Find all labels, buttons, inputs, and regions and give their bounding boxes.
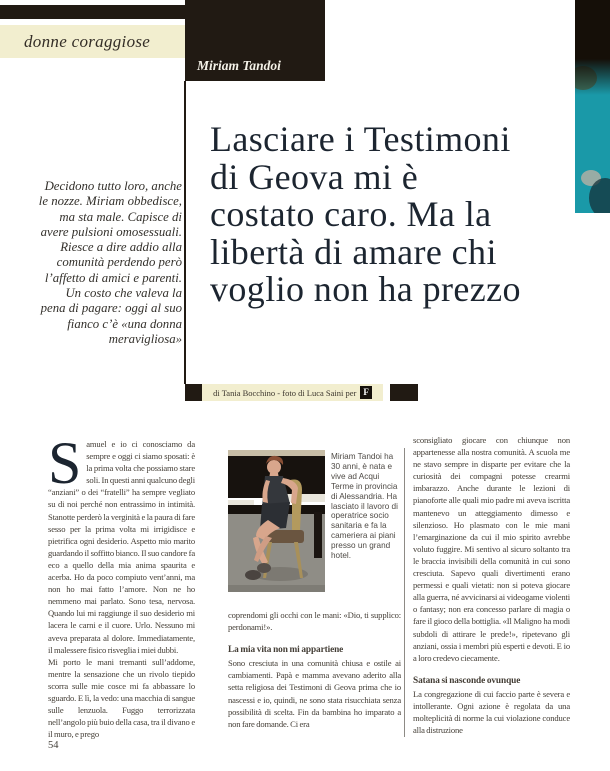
- portrait-photo: [228, 450, 325, 592]
- headline-line: di Geova mi è: [210, 156, 419, 197]
- headline-line: Lasciare i Testimoni: [210, 119, 511, 159]
- headline-line: voglio non ha prezzo: [210, 269, 521, 309]
- page-number: 54: [48, 740, 59, 751]
- col1-paragraph-2: Mi porto le mani tremanti sull’addome, mentre la sensazione che un rivolo tiepido scorra sulle mie cosce mi fa abbassare lo sguardo. E lì, la vedo: una macchia di sangue sulle lenzuola. Fuggo terrorizzata nell’angolo più buio della casa, tra il divano e il muro, e prego: [48, 656, 195, 740]
- vertical-rule: [184, 81, 186, 384]
- top-rule-bar: [0, 5, 185, 19]
- subhead-satana: Satana si nasconde ovunque: [413, 675, 521, 686]
- pull-quote: Decidono tutto loro, anche le nozze. Miriam obbedisce, ma sta male. Capisce di avere pulsioni omosessuali. Riesce a dire addio alla comunità perdendo però l’affetto di amici e parenti. Un costo che valeva la pena di pagare: oggi al suo fianco c’è «una donna meravigliosa»: [38, 179, 182, 346]
- col2-paragraph: Sono cresciuta in una comunità chiusa e ostile ai cambiamenti. Papà e mamma avevano aderito alla setta religiosa dei Testimoni di Geova prima che io nascessi e io, quindi, ne sono stata risucchiata senza possibilità di scelta. Fin da bambina ho imparato a non fare domande. Ci era: [228, 658, 401, 729]
- drop-cap: S: [48, 430, 82, 496]
- article-col-1: [48, 430, 195, 740]
- col1-paragraph-1: amuel e io ci conosciamo da sempre e oggi ci siamo sposati: è la prima volta che possiamo stare soli. In questi anni qualcuno degli “anziani” o dei “fratelli” ha sempre vegliato su di noi perché non entrassimo in intimità. Stanotte perderò la verginità e la paura di fare sesso per la prima volta mi irrigidisce e pietrifica ogni desiderio. Aspetto mio marito guardando il soffitto bianco. Il suo candore fa eco a quello della mia anima spaurita e acerba. Ho da poco compiuto vent’anni, ma non ho mai fatto l’amore. Non ne ho nemmeno mai parlato. Sono tesa, nervosa. Quando lui mi raggiunge il suo desiderio mi lacera le carni e il cuore. Urlo. Nessuno mi aveva preparata al dolore. Immediatamente, il malessere fisico risveglia i miei dubbi.: [48, 439, 195, 655]
- headline-line: libertà di amare chi: [210, 231, 497, 272]
- article-col-2: [228, 609, 401, 730]
- headline-line: costato caro. Ma la: [210, 194, 492, 234]
- col2-continuation: coprendomi gli occhi con le mani: «Dio, ti supplico: perdonami!».: [228, 610, 401, 633]
- kicker-label: Miriam Tandoi: [197, 58, 281, 73]
- photo-caption: Miriam Tandoi ha 30 anni, è nata e vive ad Acqui Terme in provincia di Alessandria. Ha lasciato il lavoro di operatrice socio sanitaria e fa la cameriera ai piani presso un grand hotel.: [331, 452, 398, 561]
- f-magazine-logo: F: [360, 386, 372, 399]
- byline-end-block: [390, 384, 418, 401]
- article-col-3: [413, 434, 570, 736]
- col3-paragraph-2: La congregazione di cui faccio parte è severa e intollerante. Ogni azione è regolata da una molteplicità di norme la cui violazione conduce alla distruzione: [413, 688, 570, 736]
- kicker-box: [185, 0, 325, 81]
- col3-paragraph-1: sconsigliato giocare con chiunque non appartenesse alla nostra comunità. A scuola me ne stavo sempre in disparte per evitare che la curiosità dei compagni potesse crearmi imbarazzo. Anche durante le lezioni di pianoforte alle quali mio padre mi aveva iscritta mantenevo un atteggiamento dimesso e silenzioso. Ho plasmato con le mie mani l’emarginazione da cui il mio spirito avrebbe voluto fuggire. Mi sentivo al sicuro soltanto tra le braccia invisibili della comunità in cui sono cresciuta. Sapevo quali divertimenti erano permessi e quali vietati: non si poteva giocare alla guerra, né avvicinarsi ai videogame violenti o fantasy; non era concesso parlare di magia o fare il gioco della bottiglia. «Il Maligno ha modi subdoli di attirare le prede!», ripetevano gli anziani, ossia i membri più esperti e devoti. E io a loro credevo ciecamente.: [413, 435, 570, 663]
- subhead-la-mia-vita: La mia vita non mi appartiene: [228, 645, 344, 656]
- section-label-box: [0, 25, 185, 58]
- headline: [210, 121, 590, 309]
- byline-start-block: [185, 384, 202, 401]
- column-divider-rule: [404, 448, 405, 737]
- byline-bar: [202, 384, 383, 401]
- byline-text: di Tania Bocchino - foto di Luca Saini per: [213, 387, 357, 398]
- section-label: donne coraggiose: [24, 31, 151, 51]
